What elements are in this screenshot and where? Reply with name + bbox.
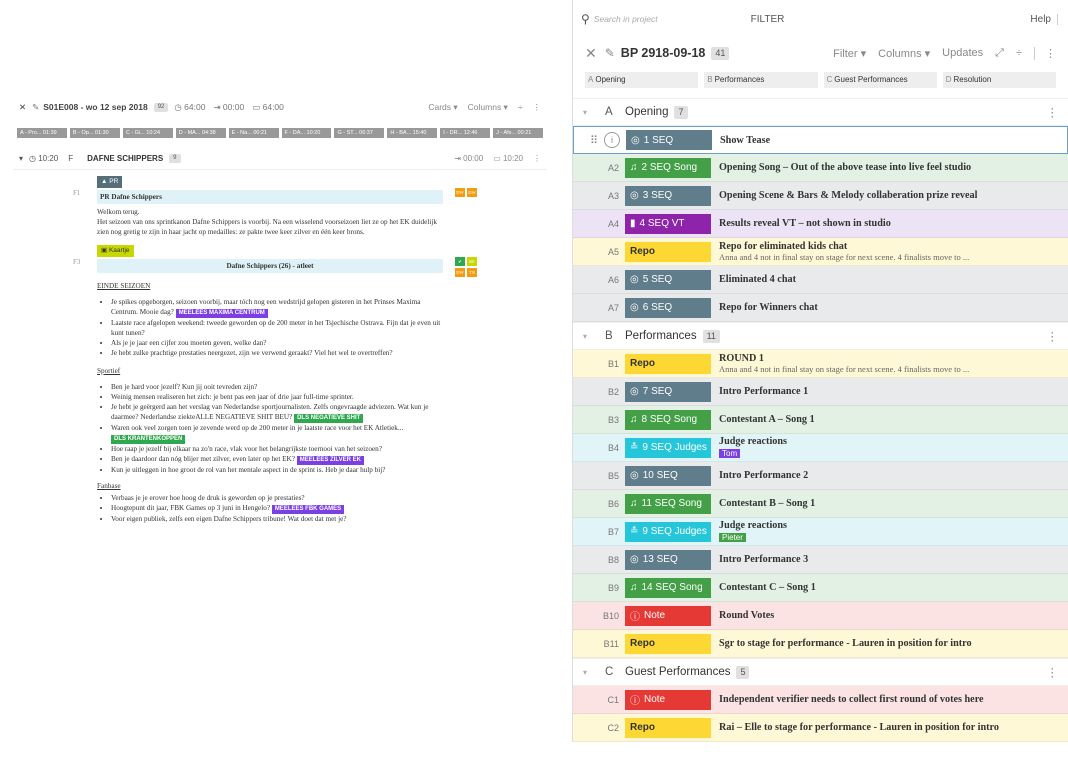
rundown-row[interactable] <box>573 630 1068 658</box>
item-title-cell <box>719 190 977 201</box>
item-type-block[interactable] <box>625 522 711 542</box>
close-icon[interactable]: ✕ <box>19 101 27 112</box>
section-tab-letter: D <box>945 75 952 84</box>
section-letter: A <box>605 106 613 118</box>
question-item <box>111 493 443 503</box>
kaartje-chip-label: Kaartje <box>108 247 130 254</box>
item-type-block[interactable] <box>625 494 711 514</box>
item-type-block[interactable] <box>625 634 711 654</box>
section-tab-label: Opening <box>595 75 626 84</box>
section-planned: 10:20 <box>502 154 523 163</box>
columns-dropdown[interactable]: Columns ▾ <box>467 101 508 112</box>
block-tab[interactable]: C - Gi... 10:24 <box>123 128 173 138</box>
planned-time: ▭ 10:20 <box>493 154 523 163</box>
rundown-editor-panel <box>13 96 547 672</box>
part-title: PR Dafne Schippers <box>97 190 443 204</box>
script-icon: ✎ <box>32 101 40 112</box>
rundown-list-panel <box>572 0 1068 742</box>
block-tab[interactable]: B - Op... 01:30 <box>70 128 120 138</box>
filter-button[interactable]: FILTER <box>750 13 785 25</box>
section-time: 10:20 <box>38 154 59 163</box>
item-title: Independent verifier needs to collect first round of votes here <box>719 694 984 705</box>
section-tab-label: Resolution <box>953 75 992 84</box>
item-type-block[interactable] <box>625 438 711 458</box>
item-type-label: Note <box>644 610 666 621</box>
question-item <box>111 454 443 465</box>
block-tab[interactable]: H - BA... 15:40 <box>387 128 437 138</box>
question-text: Waren ook veel zorgen toen je zevende werd op de 200 meter in je laatste race voor het EK Atletiek... <box>111 424 404 432</box>
block-tab[interactable]: D - MA... 04:38 <box>176 128 226 138</box>
collapse-icon[interactable]: ▾ <box>583 107 588 117</box>
section-tab-letter: B <box>707 75 713 84</box>
song-icon: ♫ <box>630 414 638 425</box>
episode-block-tabs <box>13 128 547 138</box>
judges-icon: ≛ <box>630 442 639 453</box>
script-icon: ✎ <box>604 46 615 60</box>
rundown-row[interactable] <box>573 182 1068 210</box>
question-item <box>111 465 443 475</box>
close-icon[interactable]: ✕ <box>585 44 597 61</box>
question-text: Ben je hard voor jezelf? Kun jij ooit tevreden zijn? <box>111 383 258 391</box>
song-icon: ♫ <box>630 498 638 509</box>
song-icon: ♫ <box>630 162 638 173</box>
rundown-row[interactable] <box>573 210 1068 238</box>
seq-icon: ◎ <box>631 134 640 146</box>
question-item <box>111 348 443 358</box>
item-type-block[interactable] <box>625 354 711 374</box>
row-number: B7 <box>607 526 619 537</box>
section-name: Opening <box>625 106 669 118</box>
item-type-label: 6 SEQ <box>642 302 673 313</box>
question-text: Hoogtepunt dit jaar, FBK Games op 3 juni in Hengelo? <box>111 504 271 512</box>
row-number: B6 <box>607 498 619 509</box>
rundown-row[interactable] <box>573 350 1068 378</box>
cards-dropdown[interactable]: Cards ▾ <box>428 101 458 112</box>
rundown-title: BP 2918-09-18 <box>620 46 706 60</box>
section-tab-letter: A <box>588 75 594 84</box>
question-item <box>111 514 443 524</box>
item-title-cell <box>719 638 972 649</box>
item-title-cell <box>719 722 999 733</box>
row-number: A3 <box>607 190 619 201</box>
judge-tag[interactable]: Pieter <box>719 533 746 542</box>
section-letter: F <box>68 154 74 163</box>
clock-icon: ◷ 10:20 <box>29 154 59 163</box>
seq-icon: ◎ <box>630 302 639 313</box>
rundown-count: 41 <box>711 47 729 60</box>
item-type-block[interactable] <box>625 606 711 626</box>
cue-tag[interactable]: DLS NEGATIEVE SHIT <box>294 414 363 423</box>
item-type-block[interactable] <box>625 718 711 738</box>
section-tab-label: Performances <box>714 75 765 84</box>
item-title-cell <box>719 520 787 543</box>
section-header[interactable] <box>13 148 547 170</box>
row-number: B2 <box>607 386 619 397</box>
cue-tag[interactable]: DLS KRANTENKOPPEN <box>111 435 185 444</box>
top-bar <box>573 0 1068 38</box>
question-item <box>111 392 443 402</box>
item-title-cell <box>720 135 770 146</box>
rundown-row[interactable] <box>573 294 1068 322</box>
item-title: Eliminated 4 chat <box>719 274 796 285</box>
item-type-label: 9 SEQ Judges <box>642 526 707 537</box>
question-item <box>111 402 443 423</box>
item-type-label: 4 SEQ VT <box>639 218 685 229</box>
expand-icon[interactable]: ⤢ <box>995 46 1004 59</box>
elapsed-time: ⇥ 00:00 <box>454 154 484 163</box>
question-text: Je hebt zulke prachtige prestaties neergezet, zijn we verwend geraakt? Viel het wel te overtreffen? <box>111 349 393 357</box>
item-subtitle: Anna and 4 not in final stay on stage for next scene. 4 finalists move to ... <box>719 252 970 262</box>
seq-icon: ◎ <box>630 190 639 201</box>
collapse-icon[interactable]: ▾ <box>19 154 24 163</box>
item-title: Intro Performance 1 <box>719 386 809 397</box>
vt-icon: ▮ <box>630 218 636 229</box>
filter-dropdown[interactable]: Filter ▾ <box>833 47 867 60</box>
status-chip[interactable]: DW <box>456 270 464 275</box>
note-icon: ⓘ <box>630 612 640 623</box>
row-number: B3 <box>607 414 619 425</box>
drag-handle-icon[interactable]: ⠿ i <box>574 132 626 148</box>
editor-header <box>13 96 547 118</box>
item-subtitle: Anna and 4 not in final stay on stage for next scene. 4 finalists move to ... <box>719 364 970 374</box>
rundown-row[interactable] <box>573 518 1068 546</box>
item-title: Sgr to stage for performance - Lauren in position for intro <box>719 638 972 649</box>
section-count: 7 <box>674 106 687 119</box>
more-icon[interactable]: ⋮ <box>1034 47 1056 60</box>
part-status-chips <box>455 257 487 277</box>
more-icon[interactable]: ⋮ <box>1046 331 1058 343</box>
row-number: B1 <box>607 358 619 369</box>
section-tab[interactable] <box>824 72 937 88</box>
section-letter: C <box>605 666 614 678</box>
item-title: Rai – Elle to stage for performance - Lauren in position for intro <box>719 722 999 733</box>
item-title: Intro Performance 2 <box>719 470 809 481</box>
rundown-header <box>573 38 1068 68</box>
item-type-label: 14 SEQ Song <box>641 582 703 593</box>
collapse-icon[interactable]: ▾ <box>583 331 588 341</box>
item-type-label: 9 SEQ Judges <box>642 442 707 453</box>
status-chip[interactable]: DW <box>456 190 464 195</box>
section-tabs <box>573 72 1068 88</box>
row-number: B4 <box>607 442 619 453</box>
info-icon[interactable]: i <box>604 132 620 148</box>
item-title-cell <box>719 582 816 593</box>
split-icon[interactable]: ÷ <box>517 101 523 112</box>
judge-tag[interactable]: Tom <box>719 449 740 458</box>
section-elapsed: 00:00 <box>463 154 484 163</box>
block-tab[interactable]: A - Pro... 01:39 <box>17 128 67 138</box>
item-type-label: Note <box>644 694 666 705</box>
row-number: C2 <box>607 722 619 733</box>
seq-icon: ◎ <box>630 386 639 397</box>
section-name: Performances <box>625 330 697 342</box>
status-chip[interactable]: TN <box>469 270 475 275</box>
row-number: C1 <box>607 694 619 705</box>
question-item <box>111 382 443 392</box>
item-type-label: 11 SEQ Song <box>641 498 702 509</box>
seq-icon: ◎ <box>630 274 639 285</box>
rundown-row[interactable] <box>573 686 1068 714</box>
note-icon: ⓘ <box>630 696 640 707</box>
item-type-block[interactable] <box>625 550 711 570</box>
item-title: Contestant A – Song 1 <box>719 414 815 425</box>
question-item <box>111 423 443 444</box>
item-title-cell <box>719 554 808 565</box>
search-input[interactable]: Search in project <box>593 14 658 24</box>
clock-icon: ◷ 64:00 <box>174 101 206 112</box>
collapse-icon[interactable]: ▾ <box>583 667 588 677</box>
question-text: Als je je jaar een cijfer zou moeten geven, welke dan? <box>111 339 267 347</box>
status-chip[interactable]: RE <box>467 257 477 266</box>
pr-chip[interactable]: ▲ PR <box>97 176 122 188</box>
help-link[interactable]: Help <box>1030 14 1058 25</box>
section-count: 9 <box>169 154 180 163</box>
item-title: ROUND 1 <box>719 353 764 364</box>
question-item <box>111 503 443 514</box>
rundown-row[interactable] <box>573 546 1068 574</box>
section-tab[interactable] <box>585 72 698 88</box>
block-tab[interactable]: E - Na... 00:21 <box>229 128 279 138</box>
section-tab[interactable] <box>943 72 1056 88</box>
question-text: Je spikes opgeborgen, seizoen voorbij, maar tóch nog een wedstrijd gelopen gisteren in het Prinses Maxima Centrum. Mooie dag? <box>111 298 421 316</box>
item-title: Judge reactions <box>719 520 788 531</box>
split-icon[interactable]: ÷ <box>1015 47 1022 59</box>
item-title: Show Tease <box>720 134 771 146</box>
part-text: Welkom terug. Het seizoen van ons sprintkanon Dafne Schippers is voorbij. Na een wisselend voorseizoen liet ze op het EK duidelijk zien nog gretig te zijn in haar jacht op medailles: ze pakte twee keer zilver en één keer brons. <box>97 208 437 236</box>
item-title-cell <box>719 302 818 313</box>
item-title-cell <box>719 610 774 621</box>
seq-icon: ◎ <box>630 554 639 565</box>
rundown-row[interactable] <box>573 574 1068 602</box>
item-title-cell <box>719 436 787 459</box>
rundown-row[interactable] <box>573 462 1068 490</box>
item-type-label: 1 SEQ <box>643 134 674 146</box>
block-tab[interactable]: G - ST... 06:37 <box>334 128 384 138</box>
item-title: Repo for Winners chat <box>719 302 818 313</box>
row-number: A6 <box>607 274 619 285</box>
row-number: A2 <box>607 162 619 173</box>
row-number: B11 <box>603 638 619 649</box>
item-type-label: Repo <box>630 358 655 369</box>
item-title-cell <box>719 498 815 509</box>
item-type-block[interactable] <box>625 242 711 262</box>
item-type-block[interactable] <box>625 270 711 290</box>
item-title: Opening Scene & Bars & Melody collaberation prize reveal <box>719 190 978 201</box>
item-type-block[interactable] <box>625 578 711 598</box>
updates-button[interactable]: Updates <box>942 47 984 59</box>
question-text: Verbaas je je erover hoe hoog de druk is geworden op je prestaties? <box>111 494 305 502</box>
planned-time: 64:00 <box>262 101 284 112</box>
section-tab-letter: C <box>826 75 833 84</box>
part-label: F1 <box>73 189 81 197</box>
status-chip[interactable]: DW <box>468 190 476 195</box>
judges-icon: ≛ <box>630 526 639 537</box>
cue-tag[interactable]: MEELEES MAXIMA CENTRUM <box>176 309 268 318</box>
item-title-cell <box>719 274 796 285</box>
item-type-block[interactable] <box>625 382 711 402</box>
item-type-block[interactable] <box>626 130 712 150</box>
item-title-cell <box>719 162 971 173</box>
judge-tag-wrap <box>719 448 787 459</box>
subheading: Fanbase <box>97 482 121 490</box>
section-name: DAFNE SCHIPPERS <box>87 154 164 163</box>
pr-chip-label: PR <box>109 178 119 185</box>
columns-dropdown[interactable]: Columns ▾ <box>878 47 931 60</box>
item-type-label: 5 SEQ <box>642 274 673 285</box>
question-text: Laatste race afgelopen weekend: tweede geworden op de 200 meter in het Tsjechische Ostrava. Fijn dat je even uit kunt tunen? <box>111 319 441 337</box>
item-title-cell <box>719 694 984 705</box>
rundown-row[interactable] <box>573 406 1068 434</box>
section-count: 5 <box>736 666 749 679</box>
item-title: Opening Song – Out of the above tease into live feel studio <box>719 162 972 173</box>
cue-tag[interactable]: MEELEES ZILVER EK <box>297 456 364 465</box>
question-text: Hoe raap je jezelf bij elkaar na zo'n race, vlak voor het belangrijkste toernooi van het seizoen? <box>111 445 382 453</box>
item-type-label: 3 SEQ <box>642 190 673 201</box>
question-item <box>111 297 443 318</box>
section-tab-label: Guest Performances <box>834 75 908 84</box>
row-number: A4 <box>607 218 619 229</box>
question-text: Ben je daardoor dan nóg blijer met zilver, even later op het EK? <box>111 455 295 463</box>
item-type-block[interactable] <box>625 186 711 206</box>
question-list <box>97 382 443 475</box>
row-number: B10 <box>602 610 619 621</box>
block-tab[interactable]: I - DR... 12:46 <box>440 128 490 138</box>
item-title-cell <box>719 414 815 425</box>
item-type-label: Repo <box>630 246 655 257</box>
section-tab[interactable] <box>704 72 817 88</box>
row-number: B9 <box>607 582 619 593</box>
section-header[interactable] <box>573 658 1068 686</box>
item-type-label: Repo <box>630 722 655 733</box>
question-item <box>111 338 443 348</box>
item-title: Round Votes <box>719 610 775 621</box>
item-type-block[interactable] <box>625 158 711 178</box>
elapsed-time: 00:00 <box>222 101 245 112</box>
part-title: Dafne Schippers (26) - atleet <box>97 259 443 273</box>
more-icon[interactable]: ⋮ <box>1046 667 1058 679</box>
item-type-label: 7 SEQ <box>642 386 673 397</box>
item-type-label: Repo <box>630 638 655 649</box>
episode-count-badge: 92 <box>154 103 169 112</box>
item-title-cell <box>719 470 808 481</box>
search-icon: ⚲ <box>581 12 590 26</box>
subheading: EINDE SEIZOEN <box>97 282 151 290</box>
block-tab[interactable]: F - DA... 10:20 <box>282 128 332 138</box>
rundown-row[interactable] <box>573 714 1068 742</box>
subheading: Sportief <box>97 367 121 375</box>
item-title: Judge reactions <box>719 436 788 447</box>
rundown-row[interactable] <box>573 266 1068 294</box>
item-type-label: 13 SEQ <box>642 554 678 565</box>
item-type-block[interactable] <box>625 410 711 430</box>
more-icon[interactable]: ⋮ <box>1046 107 1058 119</box>
script-body <box>13 170 476 524</box>
section-letter: B <box>605 330 613 342</box>
rundown-row[interactable] <box>573 126 1068 154</box>
item-title: Repo for eliminated kids chat <box>719 241 848 252</box>
rundown-list <box>573 98 1068 742</box>
block-tab[interactable]: J - Afs... 00:21 <box>493 128 543 138</box>
item-type-label: 2 SEQ Song <box>641 162 698 173</box>
item-title-cell <box>719 353 969 374</box>
part-status-chips <box>455 188 477 197</box>
item-title: Results reveal VT – not shown in studio <box>719 218 891 229</box>
section-count: 11 <box>703 330 720 343</box>
arrow-icon: ⇥ 00:00 <box>213 101 245 112</box>
row-number: A7 <box>607 302 619 313</box>
section-header[interactable] <box>573 322 1068 350</box>
rundown-row[interactable] <box>573 434 1068 462</box>
check-icon[interactable]: ✔ <box>455 257 465 266</box>
item-type-label: 8 SEQ Song <box>641 414 698 425</box>
item-title: Contestant B – Song 1 <box>719 498 816 509</box>
question-text: Kun je uitleggen in hoe groot de rol van het mentale aspect in de sprint is. Heb je daar hulp bij? <box>111 466 386 474</box>
rundown-row[interactable] <box>573 602 1068 630</box>
item-title-cell <box>719 218 891 229</box>
rundown-row[interactable] <box>573 238 1068 266</box>
item-type-block[interactable] <box>625 466 711 486</box>
total-time: 64:00 <box>184 101 206 112</box>
question-text: Voor eigen publiek, zelfs een eigen Dafne Schippers tribune! Wat doet dat met je? <box>111 515 347 523</box>
item-type-block[interactable] <box>625 298 711 318</box>
question-item <box>111 444 443 454</box>
part-label: F3 <box>73 258 81 266</box>
question-text: Je hebt je geërgerd aan het verslag van Nederlandse sportjournalisten. Zelfs ongevraagde adviezen. Wat kun je daarmee? Nederlandse ziekteALLE NEGATIEVE SHIT BEU? <box>111 403 429 421</box>
item-title-cell <box>719 241 969 262</box>
question-text: Weinig mensen realiseren het zich: je bent pas een jaar of drie jaar full-time sprinter. <box>111 393 354 401</box>
item-title: Contestant C – Song 1 <box>719 582 816 593</box>
rundown-row[interactable] <box>573 154 1068 182</box>
question-list <box>97 297 443 358</box>
rundown-row[interactable] <box>573 490 1068 518</box>
song-icon: ♫ <box>630 582 638 593</box>
seq-icon: ◎ <box>630 470 639 481</box>
rundown-row[interactable] <box>573 378 1068 406</box>
question-item <box>111 318 443 338</box>
section-name: Guest Performances <box>625 666 731 678</box>
episode-title: S01E008 - wo 12 sep 2018 <box>43 102 148 112</box>
item-title-cell <box>719 386 808 397</box>
kaartje-chip[interactable]: ▣ Kaartje <box>97 245 134 257</box>
item-type-block[interactable] <box>625 690 711 710</box>
question-list <box>97 493 443 524</box>
cue-tag[interactable]: MEELEES FBK GAMES <box>272 505 344 514</box>
section-header[interactable] <box>573 98 1068 126</box>
row-number: B8 <box>607 554 619 565</box>
judge-tag-wrap <box>719 532 787 543</box>
timer-icon: ▭ 64:00 <box>252 101 284 112</box>
item-type-label: 10 SEQ <box>642 470 678 481</box>
row-number: A5 <box>607 246 619 257</box>
item-type-block[interactable] <box>625 214 711 234</box>
item-title: Intro Performance 3 <box>719 554 809 565</box>
more-icon[interactable]: ⋮ <box>532 101 541 112</box>
row-number: B5 <box>607 470 619 481</box>
more-icon[interactable]: ⋮ <box>533 154 541 163</box>
